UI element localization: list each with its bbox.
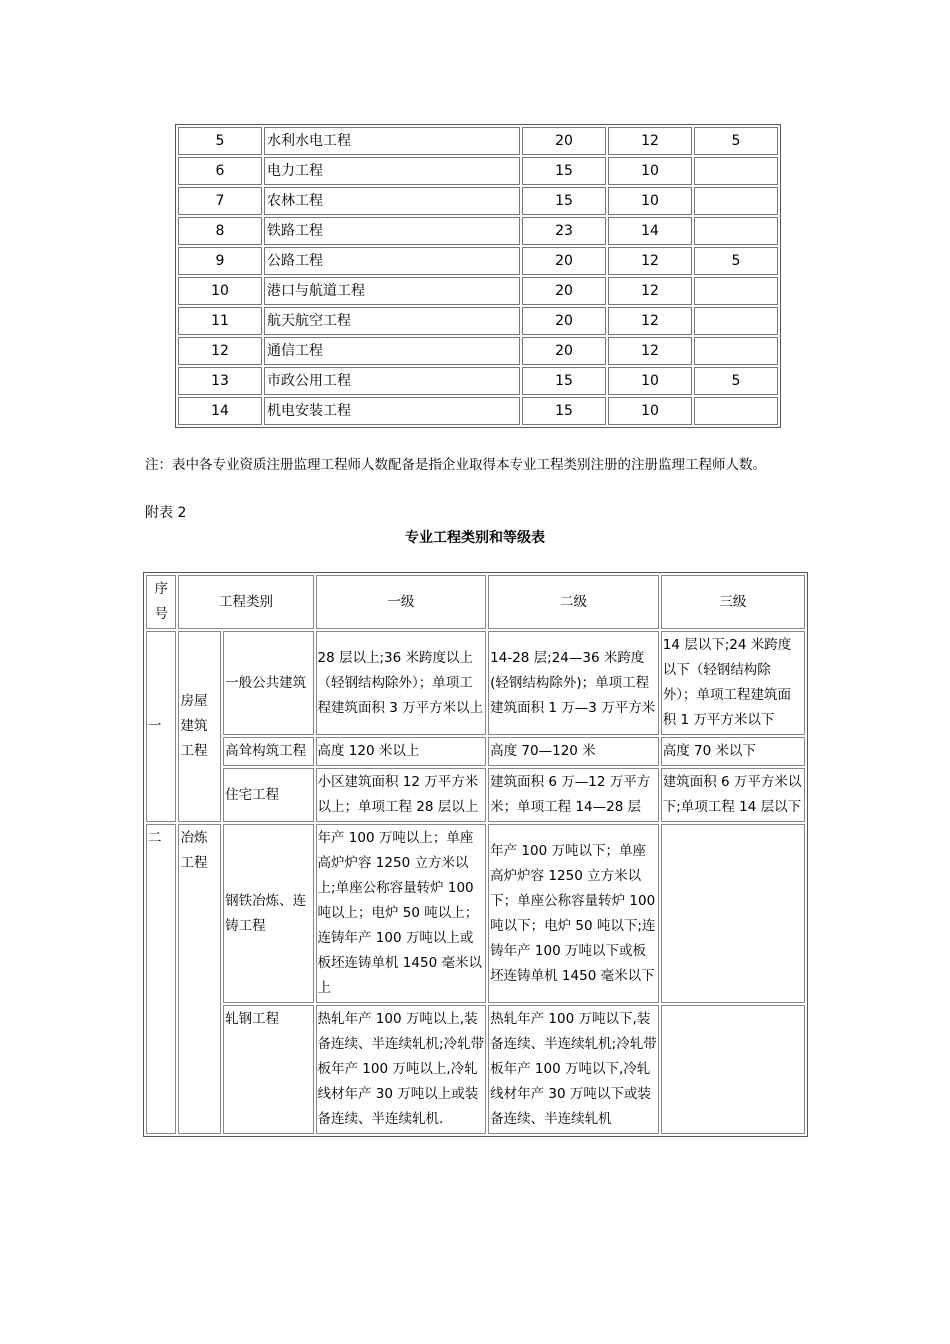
count-b: 12 bbox=[608, 247, 692, 275]
row-number: 7 bbox=[178, 187, 262, 215]
table-row bbox=[146, 631, 805, 735]
count-c bbox=[694, 337, 778, 365]
grade3-criteria: 建筑面积 6 万平方米以下;单项工程 14 层以下 bbox=[661, 768, 805, 822]
count-c bbox=[694, 397, 778, 425]
table-row bbox=[178, 247, 778, 275]
row-number: 8 bbox=[178, 217, 262, 245]
grade1-criteria: 小区建筑面积 12 万平方米以上；单项工程 28 层以上 bbox=[316, 768, 487, 822]
count-a: 15 bbox=[522, 187, 606, 215]
count-c: 5 bbox=[694, 367, 778, 395]
grade1-criteria: 高度 120 米以上 bbox=[316, 737, 487, 766]
table-row bbox=[178, 157, 778, 185]
header-no: 序号 bbox=[146, 575, 176, 629]
header-grade2: 二级 bbox=[488, 575, 659, 629]
count-a: 15 bbox=[522, 367, 606, 395]
count-b: 10 bbox=[608, 187, 692, 215]
count-b: 10 bbox=[608, 367, 692, 395]
group-number: 二 bbox=[146, 824, 176, 1134]
count-b: 10 bbox=[608, 397, 692, 425]
row-number: 13 bbox=[178, 367, 262, 395]
engineering-type: 通信工程 bbox=[264, 337, 520, 365]
count-b: 12 bbox=[608, 337, 692, 365]
count-a: 20 bbox=[522, 337, 606, 365]
table-row bbox=[178, 127, 778, 155]
table-row bbox=[146, 768, 805, 822]
engineering-type: 港口与航道工程 bbox=[264, 277, 520, 305]
qualification-table bbox=[175, 124, 781, 428]
row-number: 10 bbox=[178, 277, 262, 305]
count-c bbox=[694, 157, 778, 185]
engineering-type: 公路工程 bbox=[264, 247, 520, 275]
table-row bbox=[146, 1005, 805, 1134]
table-row bbox=[146, 824, 805, 1003]
subcategory: 钢铁冶炼、连铸工程 bbox=[223, 824, 313, 1003]
grade3-criteria bbox=[661, 824, 805, 1003]
count-c bbox=[694, 187, 778, 215]
engineering-type: 机电安装工程 bbox=[264, 397, 520, 425]
table-row bbox=[178, 217, 778, 245]
table-title: 专业工程类别和等级表 bbox=[405, 530, 545, 546]
header-row bbox=[146, 575, 805, 629]
grade3-criteria: 14 层以下;24 米跨度以下（轻钢结构除外）；单项工程建筑面积 1 万平方米以下 bbox=[661, 631, 805, 735]
count-b: 12 bbox=[608, 277, 692, 305]
count-b: 12 bbox=[608, 127, 692, 155]
count-a: 20 bbox=[522, 277, 606, 305]
table-row bbox=[178, 397, 778, 425]
grade2-criteria: 14-28 层;24—36 米跨度(轻钢结构除外)；单项工程建筑面积 1 万—3 万平方米 bbox=[488, 631, 659, 735]
grade1-criteria: 热轧年产 100 万吨以上,装备连续、半连续轧机;冷轧带板年产 100 万吨以上,冷轧线材年产 30 万吨以上或装备连续、半连续轧机. bbox=[316, 1005, 487, 1134]
engineering-type: 铁路工程 bbox=[264, 217, 520, 245]
row-number: 9 bbox=[178, 247, 262, 275]
count-b: 12 bbox=[608, 307, 692, 335]
subcategory: 一般公共建筑 bbox=[223, 631, 313, 735]
count-c bbox=[694, 307, 778, 335]
engineering-type: 农林工程 bbox=[264, 187, 520, 215]
group-number: 一 bbox=[146, 631, 176, 822]
engineering-type: 市政公用工程 bbox=[264, 367, 520, 395]
engineering-type: 水利水电工程 bbox=[264, 127, 520, 155]
engineering-grade-table bbox=[143, 572, 808, 1137]
engineering-type: 电力工程 bbox=[264, 157, 520, 185]
grade3-criteria bbox=[661, 1005, 805, 1134]
table-row bbox=[178, 187, 778, 215]
appendix-label: 附表 2 bbox=[145, 505, 187, 521]
count-a: 20 bbox=[522, 307, 606, 335]
subcategory: 高耸构筑工程 bbox=[223, 737, 313, 766]
table-row bbox=[178, 367, 778, 395]
grade2-criteria: 建筑面积 6 万—12 万平方米；单项工程 14—28 层 bbox=[488, 768, 659, 822]
table-row bbox=[178, 307, 778, 335]
count-c bbox=[694, 277, 778, 305]
table-row bbox=[178, 337, 778, 365]
count-a: 20 bbox=[522, 127, 606, 155]
count-a: 23 bbox=[522, 217, 606, 245]
grade2-criteria: 热轧年产 100 万吨以下,装备连续、半连续轧机;冷轧带板年产 100 万吨以下,冷轧线材年产 30 万吨以下或装备连续、半连续轧机 bbox=[488, 1005, 659, 1134]
grade3-criteria: 高度 70 米以下 bbox=[661, 737, 805, 766]
count-a: 15 bbox=[522, 157, 606, 185]
count-b: 10 bbox=[608, 157, 692, 185]
row-number: 11 bbox=[178, 307, 262, 335]
count-a: 15 bbox=[522, 397, 606, 425]
group-name: 冶炼工程 bbox=[178, 824, 221, 1134]
table-note: 注：表中各专业资质注册监理工程师人数配备是指企业取得本专业工程类别注册的注册监理工程师人数。 bbox=[145, 457, 766, 473]
subcategory: 住宅工程 bbox=[223, 768, 313, 822]
table-row bbox=[178, 277, 778, 305]
engineering-type: 航天航空工程 bbox=[264, 307, 520, 335]
row-number: 5 bbox=[178, 127, 262, 155]
count-c: 5 bbox=[694, 127, 778, 155]
row-number: 12 bbox=[178, 337, 262, 365]
grade2-criteria: 年产 100 万吨以下；单座高炉炉容 1250 立方米以下；单座公称容量转炉 100 吨以下；电炉 50 吨以下;连铸年产 100 万吨以下或板坯连铸单机 1450 毫米以下 bbox=[488, 824, 659, 1003]
count-b: 14 bbox=[608, 217, 692, 245]
header-grade1: 一级 bbox=[316, 575, 487, 629]
grade2-criteria: 高度 70—120 米 bbox=[488, 737, 659, 766]
header-grade3: 三级 bbox=[661, 575, 805, 629]
table-row bbox=[146, 737, 805, 766]
row-number: 6 bbox=[178, 157, 262, 185]
group-name: 房屋建筑工程 bbox=[178, 631, 221, 822]
grade1-criteria: 年产 100 万吨以上；单座高炉炉容 1250 立方米以上;单座公称容量转炉 100 吨以上；电炉 50 吨以上；连铸年产 100 万吨以上或板坯连铸单机 1450 毫米以上 bbox=[316, 824, 487, 1003]
count-c bbox=[694, 217, 778, 245]
count-c: 5 bbox=[694, 247, 778, 275]
grade1-criteria: 28 层以上;36 米跨度以上（轻钢结构除外）；单项工程建筑面积 3 万平方米以上 bbox=[316, 631, 487, 735]
header-category: 工程类别 bbox=[178, 575, 313, 629]
subcategory: 轧钢工程 bbox=[223, 1005, 313, 1134]
row-number: 14 bbox=[178, 397, 262, 425]
count-a: 20 bbox=[522, 247, 606, 275]
